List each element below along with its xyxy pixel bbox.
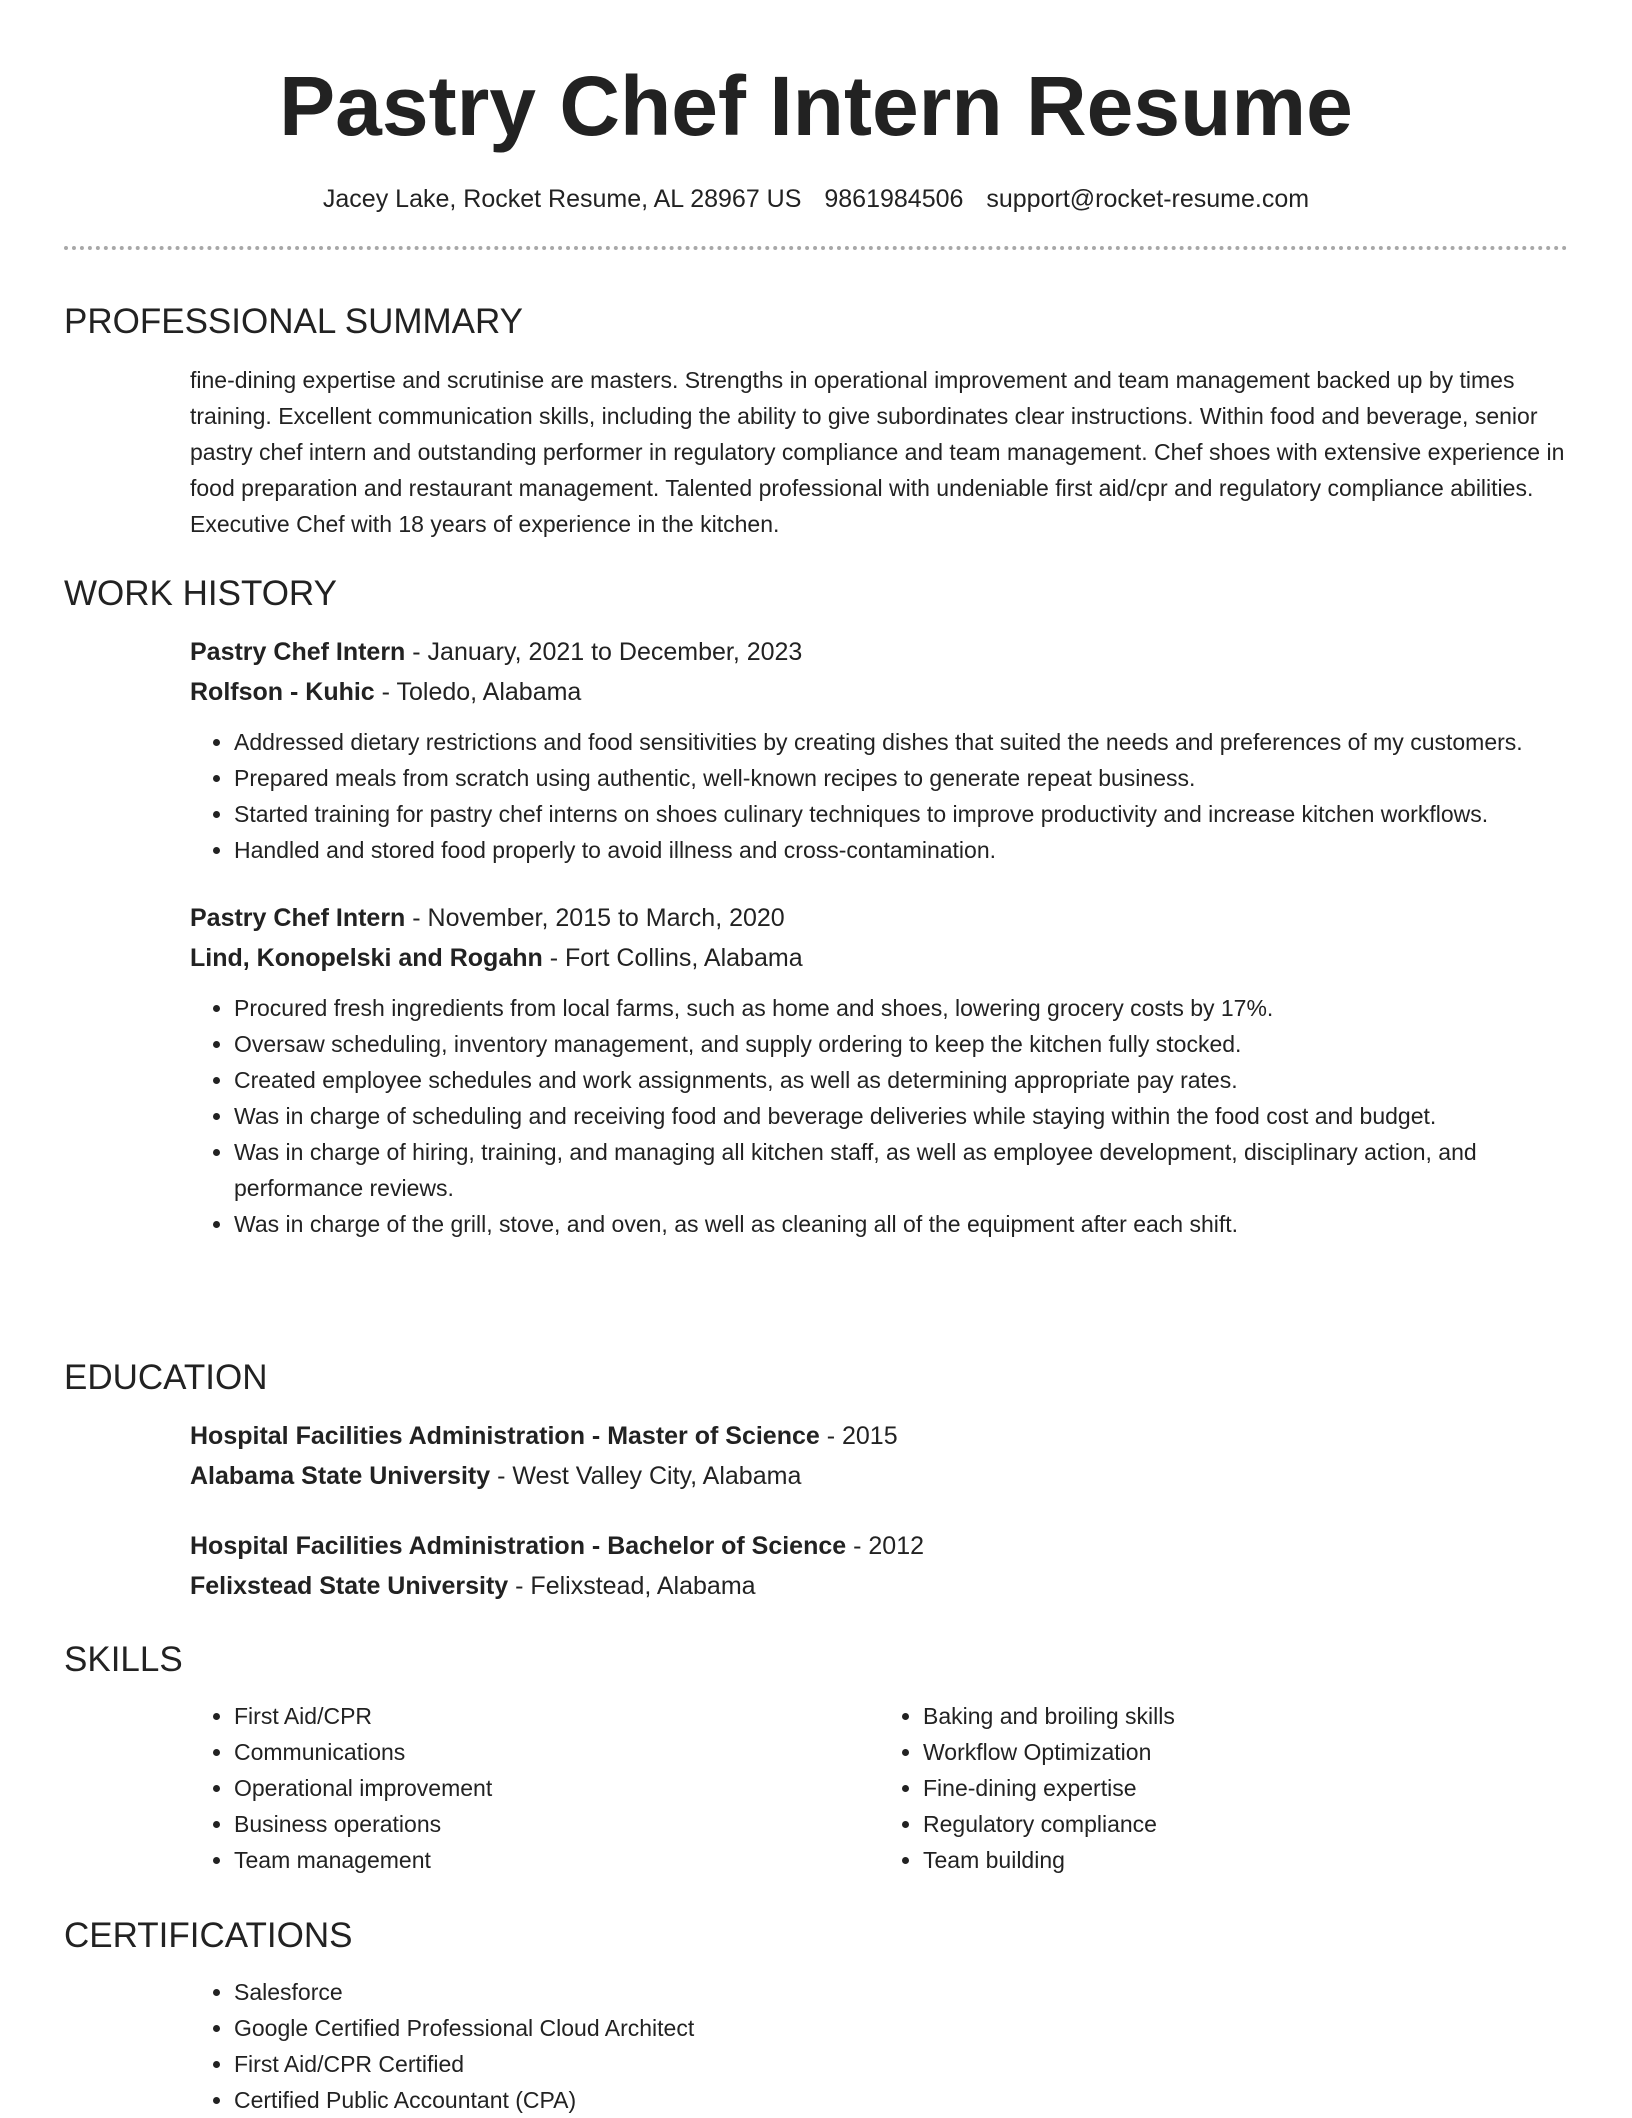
list-item: • Created employee schedules and work assignments, as well as determining appropriate pay rates.	[234, 1062, 1568, 1098]
list-item: • Started training for pastry chef interns on shoes culinary techniques to improve productivity and increase kitchen workflows.	[234, 796, 1568, 832]
list-item: • Regulatory compliance	[923, 1806, 1568, 1842]
education-school-line	[190, 1456, 1568, 1496]
contact-email: support@rocket-resume.com	[986, 185, 1310, 213]
list-item: • First Aid/CPR Certified	[234, 2046, 1568, 2082]
job-company: Lind, Konopelski and Rogahn	[190, 944, 543, 972]
section-heading: SKILLS	[64, 1640, 183, 1679]
job-title-line	[190, 632, 1568, 672]
list-item: • Operational improvement	[234, 1770, 879, 1806]
resume-page	[64, 0, 1568, 2113]
education-degree: Hospital Facilities Administration - Bachelor of Science	[190, 1532, 847, 1560]
job-dates: - November, 2015 to March, 2020	[405, 904, 785, 932]
job-location: - Toledo, Alabama	[374, 678, 582, 706]
list-item: • Oversaw scheduling, inventory management, and supply ordering to keep the kitchen fully stocked.	[234, 1026, 1568, 1062]
education-year: - 2015	[819, 1422, 898, 1450]
list-item: • Team management	[234, 1842, 879, 1878]
contact-phone: 9861984506	[824, 185, 964, 213]
job-entry	[190, 632, 1568, 868]
education-school: Felixstead State University	[190, 1572, 509, 1600]
list-item: • Was in charge of scheduling and receiving food and beverage deliveries while staying within the food cost and budget.	[234, 1098, 1568, 1134]
list-item: • Communications	[234, 1734, 879, 1770]
education-degree-line	[190, 1416, 1568, 1456]
contact-line	[64, 182, 1568, 216]
job-title-line	[190, 898, 1568, 938]
list-item: • Workflow Optimization	[923, 1734, 1568, 1770]
section-work-history	[64, 572, 1568, 1242]
list-item: • Addressed dietary restrictions and food sensitivities by creating dishes that suited the needs and preferences of my customers.	[234, 724, 1568, 760]
list-item: • Prepared meals from scratch using authentic, well-known recipes to generate repeat business.	[234, 760, 1568, 796]
education-entry	[190, 1416, 1568, 1496]
list-item: • Procured fresh ingredients from local farms, such as home and shoes, lowering grocery costs by 17%.	[234, 990, 1568, 1026]
certifications-list	[190, 1974, 1568, 2118]
list-item: • Google Certified Professional Cloud Architect	[234, 2010, 1568, 2046]
section-education	[64, 1356, 1568, 1606]
list-item: • Was in charge of the grill, stove, and oven, as well as cleaning all of the equipment after each shift.	[234, 1206, 1568, 1242]
job-bullets	[190, 724, 1568, 868]
list-item: • Business operations	[234, 1806, 879, 1842]
education-degree-line	[190, 1526, 1568, 1566]
list-item: • Fine-dining expertise	[923, 1770, 1568, 1806]
list-item: • Was in charge of hiring, training, and managing all kitchen staff, as well as employee development, disciplinary action, and performance reviews.	[234, 1134, 1568, 1206]
section-heading: CERTIFICATIONS	[64, 1916, 353, 1955]
job-dates: - January, 2021 to December, 2023	[405, 638, 803, 666]
job-company-line	[190, 938, 1568, 978]
list-item: • Team building	[923, 1842, 1568, 1878]
job-location: - Fort Collins, Alabama	[542, 944, 803, 972]
list-item: • Salesforce	[234, 1974, 1568, 2010]
job-company: Rolfson - Kuhic	[190, 678, 375, 706]
section-heading: WORK HISTORY	[64, 574, 337, 613]
certifications-body	[190, 1974, 1568, 2118]
education-school-line	[190, 1566, 1568, 1606]
header-divider	[64, 246, 1568, 250]
skills-list-right	[879, 1698, 1568, 1878]
skills-grid	[190, 1698, 1568, 1878]
section-skills	[64, 1638, 1568, 1878]
job-company-line	[190, 672, 1568, 712]
job-title: Pastry Chef Intern	[190, 904, 406, 932]
education-degree: Hospital Facilities Administration - Master of Science	[190, 1422, 820, 1450]
section-professional-summary	[64, 300, 1568, 542]
list-item: • Handled and stored food properly to avoid illness and cross-contamination.	[234, 832, 1568, 868]
job-bullets	[190, 990, 1568, 1242]
job-entry	[190, 898, 1568, 1242]
list-item: • First Aid/CPR	[234, 1698, 879, 1734]
section-heading: PROFESSIONAL SUMMARY	[64, 302, 523, 341]
section-heading: EDUCATION	[64, 1358, 268, 1397]
summary-text: fine-dining expertise and scrutinise are masters. Strengths in operational improvement and team management backed up by times training. Excellent communication skills, including the ability to give subordinates clear instructions. Within food and beverage, senior pastry chef intern and outstanding performer in regulatory compliance and team management. Chef shoes with extensive experience in food preparation and restaurant management. Talented professional with undeniable first aid/cpr and regulatory compliance abilities. Executive Chef with 18 years of experience in the kitchen.	[190, 367, 1565, 537]
page-title: Pastry Chef Intern Resume	[279, 59, 1353, 153]
education-location: - Felixstead, Alabama	[508, 1572, 756, 1600]
list-item: • Baking and broiling skills	[923, 1698, 1568, 1734]
education-school: Alabama State University	[190, 1462, 491, 1490]
section-certifications	[64, 1914, 1568, 2118]
education-entry	[190, 1526, 1568, 1606]
education-location: - West Valley City, Alabama	[490, 1462, 802, 1490]
skills-list-left	[190, 1698, 879, 1878]
contact-address: Jacey Lake, Rocket Resume, AL 28967 US	[322, 185, 802, 213]
list-item: • Certified Public Accountant (CPA)	[234, 2082, 1568, 2118]
job-title: Pastry Chef Intern	[190, 638, 406, 666]
education-year: - 2012	[846, 1532, 925, 1560]
